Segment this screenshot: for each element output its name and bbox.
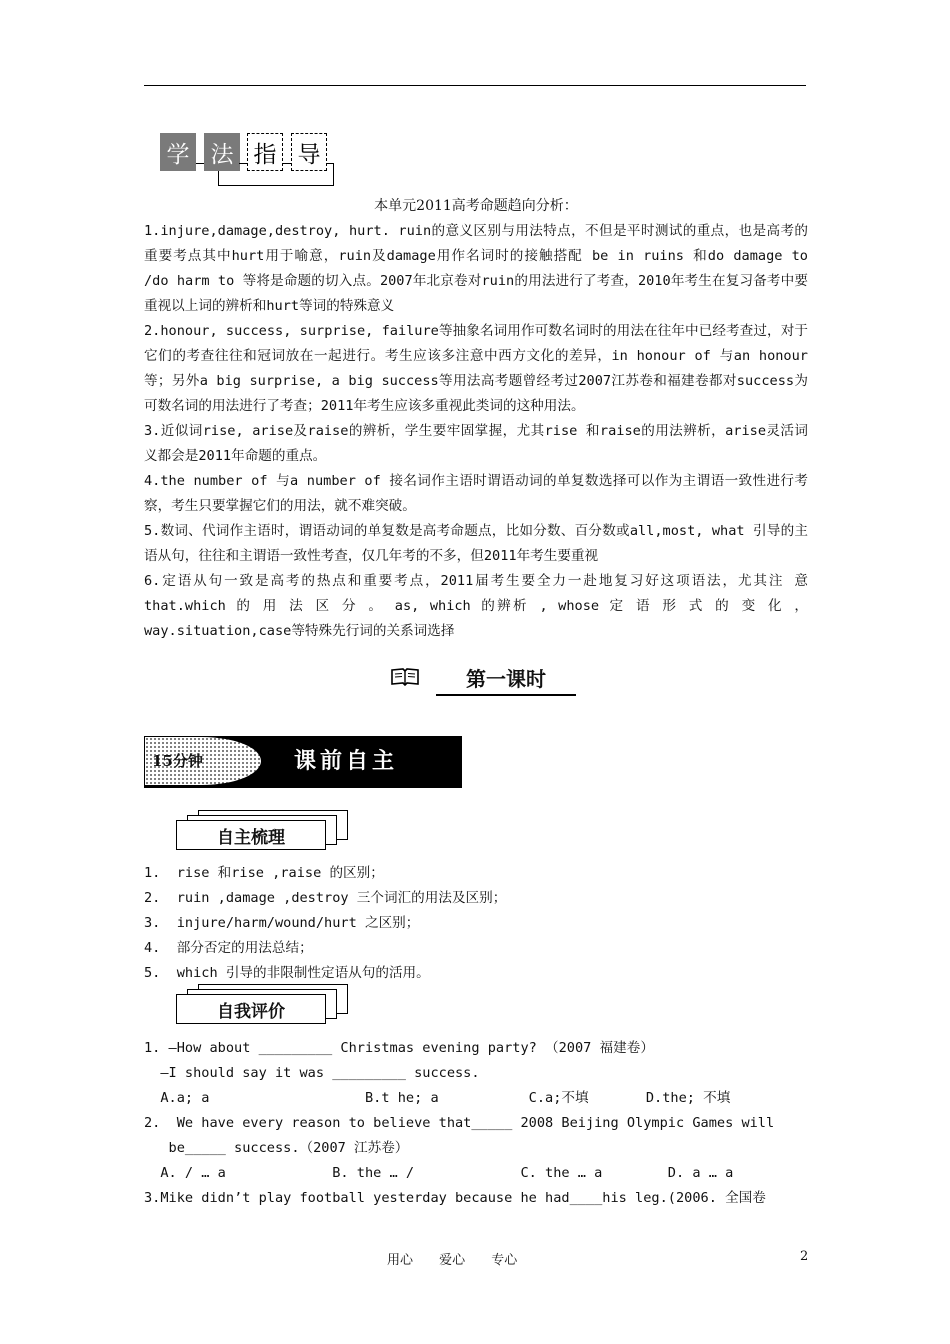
analysis-paragraph: 2.honour, success, surprise, failure等抽象名词用作可数名词时的用法在往年中已经考查过，对于它们的考查往往和冠词放在一起进行。考生应该多注意中西方文化的差异，in honour of 与an honour等；另外a big surprise, a big success等用法高考题曾经考过2007江苏卷和福建卷都对success为可数名词的用法进行了考查；2011年考生应该多重视此类词的这种用法。 (144, 323, 808, 414)
open-book-icon (390, 667, 420, 687)
page-number: 2 (800, 1249, 809, 1264)
logo-char-4: 导 (291, 133, 327, 171)
list-item: 2. ruin ,damage ,destroy 三个词汇的用法及区别； (144, 890, 507, 906)
exercise-line: A. / … a B. the … / C. the … a D. a … a (144, 1165, 734, 1181)
exercise-list (144, 1036, 808, 1211)
logo-connector (239, 163, 247, 164)
banner-rule (144, 786, 462, 788)
exercise-line: be_____ success.（2007 江苏卷） (144, 1140, 409, 1156)
exercise-line: —I should say it was _________ success. (144, 1065, 480, 1081)
section-title: 自我评价 (176, 994, 326, 1024)
logo-bracket (218, 171, 334, 186)
logo-char-1: 学 (160, 133, 196, 171)
list-item: 1. rise 和rise ,raise 的区别； (144, 865, 384, 881)
lesson-title: 第一课时 (436, 663, 576, 696)
logo-char-2: 法 (204, 133, 240, 171)
header-rule (144, 85, 806, 86)
section-title: 自主梳理 (176, 820, 326, 850)
exercise-line: 2. We have every reason to believe that_____ 2008 Beijing Olympic Games will (144, 1115, 775, 1131)
section-tab-self-assessment (176, 984, 352, 1024)
section-tab-self-review (176, 810, 352, 850)
section-banner (144, 736, 462, 786)
banner-label: 课前自主 (294, 748, 399, 774)
list-item: 4. 部分否定的用法总结； (144, 940, 313, 956)
logo-connector (196, 163, 204, 164)
study-guide-logo (160, 133, 340, 189)
analysis-paragraph: 3.近似词rise, arise及raise的辨析，学生要牢固掌握，尤其rise 和raise的用法辨析，arise灵活词义都会是2011年命题的重点。 (144, 423, 808, 464)
exercise-line: 1. —How about _________ Christmas evening party? （2007 福建卷） (144, 1040, 654, 1056)
footer-motto: 用心 爱心 专心 (387, 1253, 518, 1268)
lesson-heading (390, 663, 590, 693)
exam-analysis (144, 194, 808, 644)
analysis-paragraph: 6.定语从句一致是高考的热点和重要考点，2011届考生要全力一赴地复习好这项语法，尤其注 意 that.which 的 用 法 区 分 。 as, which 的辨析 , whose 定 语 形 式 的 变 化 ， way.situation,case等特殊先行词的关系词选择 (144, 573, 808, 639)
list-item: 3. injure/harm/wound/hurt 之区别； (144, 915, 420, 931)
analysis-paragraph: 4.the number of 与a number of 接名词作主语时谓语动词的单复数选择可以作为主谓语一致性进行考察，考生只要掌握它们的用法，就不难突破。 (144, 473, 808, 514)
exercise-line: 3.Mike didn’t play football yesterday because he had____his leg.(2006. 全国卷 (144, 1190, 766, 1206)
analysis-paragraph: 1.injure,damage,destroy, hurt. ruin的意义区别与用法特点，不但是平时测试的重点，也是高考的重要考点其中hurt用于喻意，ruin及damage用作名词时的接触搭配 be in ruins 和do damage to /do harm to 等将是命题的切入点。2007年北京卷对ruin的用法进行了考查，2010年考生在复习备考中要重视以上词的辨析和hurt等词的特殊意义 (144, 223, 808, 314)
logo-char-3: 指 (247, 133, 283, 171)
list-item: 5. which 引导的非限制性定语从句的活用。 (144, 965, 430, 981)
logo-connector (283, 163, 291, 164)
banner-minutes: 15分钟 (152, 752, 203, 770)
exercise-line: A.a; a B.t he; a C.a;不填 D.the; 不填 (144, 1090, 731, 1106)
analysis-paragraph: 5.数词、代词作主语时，谓语动词的单复数是高考命题点，比如分数、百分数或all,most, what 引导的主语从句，往往和主谓语一致性考查，仅几年考的不多，但2011年考生要重视 (144, 523, 808, 564)
analysis-heading: 本单元2011高考命题趋向分析： (374, 198, 578, 214)
review-list (144, 861, 808, 986)
